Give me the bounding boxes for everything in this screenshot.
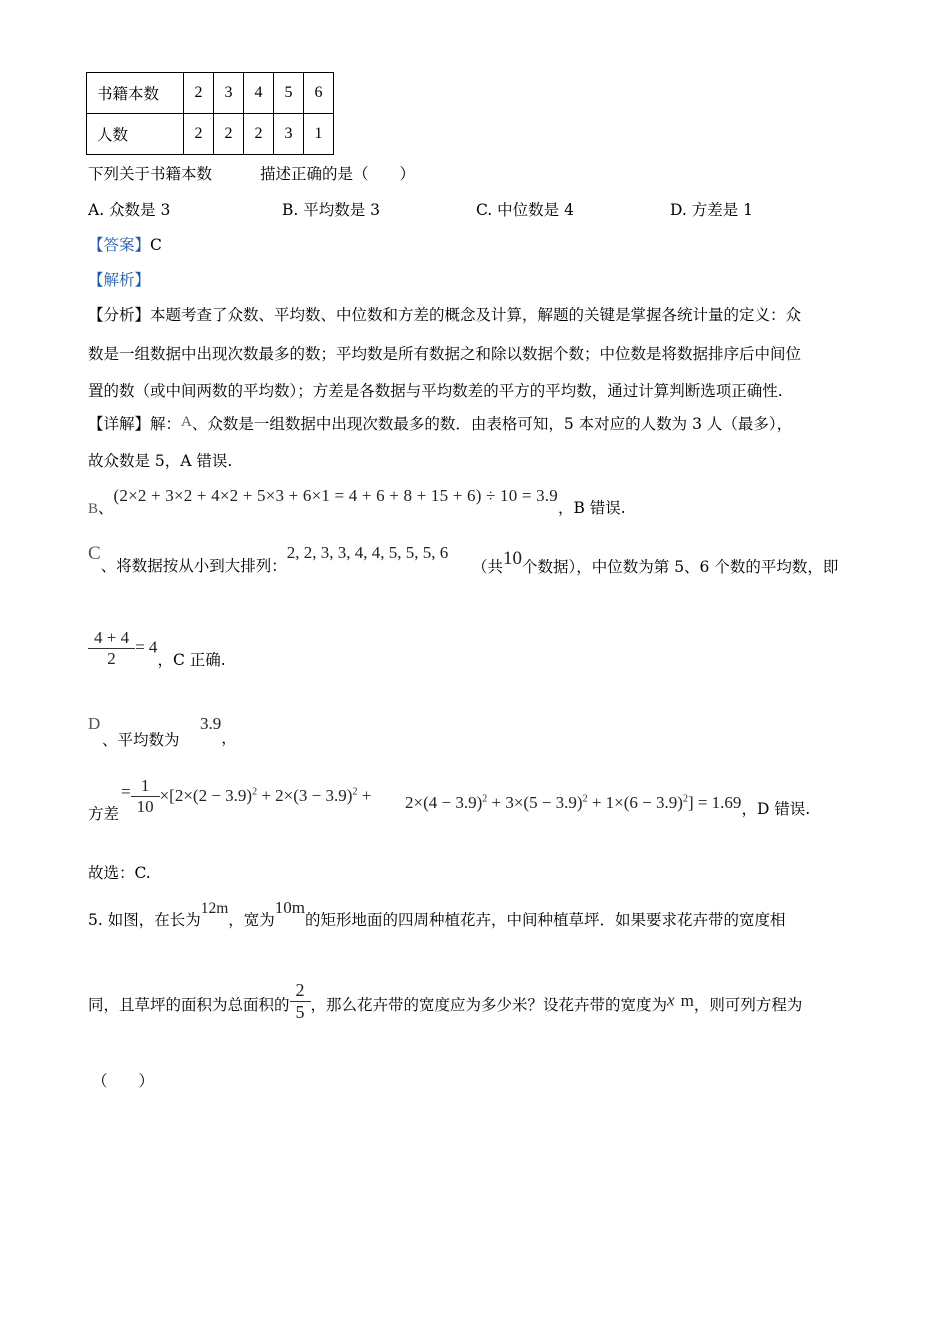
math-symbol-a: A xyxy=(181,414,192,430)
table-row xyxy=(87,114,334,155)
variance-term xyxy=(160,786,372,805)
table-row xyxy=(87,73,334,114)
table-cell: 2 xyxy=(184,73,214,114)
detail-option-a xyxy=(88,412,792,434)
answer-label: 【答案】 xyxy=(88,236,151,254)
variable-x: x xyxy=(667,990,675,1010)
fraction-denominator: 10 xyxy=(131,796,160,817)
variance-label: 方差 xyxy=(88,805,120,823)
option-c: C. 中位数是 4 xyxy=(476,201,574,219)
table-cell: 6 xyxy=(304,73,334,114)
math-symbol-b: B xyxy=(88,501,99,517)
question-stem-a: 下列关于书籍本数 xyxy=(88,165,213,183)
detail-option-c-count xyxy=(472,547,839,576)
answer-line xyxy=(88,233,162,255)
variance-result: ] = 1.69 xyxy=(687,793,742,812)
table-cell: 4 xyxy=(244,73,274,114)
square-exponent: 2 xyxy=(682,793,688,805)
q5-text: 同，且草坪的面积为总面积的 xyxy=(88,995,290,1014)
square-exponent: 2 xyxy=(482,793,488,805)
fraction-numerator: 1 xyxy=(140,776,150,795)
table-header-books: 书籍本数 xyxy=(87,73,184,114)
separator: ， xyxy=(221,729,237,747)
option-d: D. 方差是 1 xyxy=(670,201,754,219)
table-cell: 1 xyxy=(304,114,334,155)
detail-text: 、众数是一组数据中出现次数最多的数．由表格可知，5 本对应的人数为 3 人（最多）， xyxy=(191,415,793,433)
mean-value xyxy=(200,712,237,747)
q5-text: ，则可列方程为 xyxy=(693,995,803,1014)
detail-option-a-conclusion: 故众数是 5，A 错误. xyxy=(88,452,233,470)
detail-c-end: ，C 正确. xyxy=(157,650,226,669)
plus-sign: + xyxy=(357,785,372,805)
variance-term xyxy=(405,793,741,812)
table-cell: 2 xyxy=(244,114,274,155)
q5-line-1 xyxy=(88,896,786,929)
fraction-denominator: 2 xyxy=(88,648,135,669)
question-stem-b: 描述正确的是（ ） xyxy=(260,165,416,183)
width-value: 10m xyxy=(274,898,306,917)
table-cell: 3 xyxy=(274,114,304,155)
square-exponent: 2 xyxy=(352,785,358,797)
variance-term-3: 2×(4 − 3.9) xyxy=(405,793,483,812)
table-cell: 2 xyxy=(214,114,244,155)
q5-text: 的矩形地面的四周种植花卉，中间种植草坪．如果要求花卉带的宽度相 xyxy=(305,911,786,929)
fraction-numerator: 2 xyxy=(295,980,305,1000)
square-exponent: 2 xyxy=(582,793,588,805)
detail-option-c xyxy=(88,542,449,575)
median-fraction xyxy=(88,628,226,669)
detail-label: 【详解】解： xyxy=(88,415,182,433)
table-cell: 5 xyxy=(274,73,304,114)
fraction-denominator: 5 xyxy=(290,1001,311,1023)
variance-term-4: + 3×(5 − 3.9) xyxy=(487,793,583,812)
fraction xyxy=(88,628,135,669)
fraction-equals: = 4 xyxy=(135,637,158,657)
data-count: 10 xyxy=(503,548,523,569)
length-value: 12m xyxy=(200,900,229,917)
table-header-people: 人数 xyxy=(87,114,184,155)
question-stem xyxy=(88,162,415,184)
separator: 、 xyxy=(98,499,114,517)
table-cell: 3 xyxy=(214,73,244,114)
sorted-data-list: 2, 2, 3, 3, 4, 4, 5, 5, 5, 6 xyxy=(286,543,449,562)
q5-text: ，那么花卉带的宽度应为多少米？设花卉带的宽度为 xyxy=(310,995,668,1014)
detail-d-end: ，D 错误. xyxy=(741,800,811,818)
detail-option-d-text xyxy=(102,728,180,750)
detail-text: 、平均数为 xyxy=(102,731,180,749)
analysis-paragraph-line: 【分析】本题考查了众数、平均数、中位数和方差的概念及计算，解题的关键是掌握各统计量的定义：众 xyxy=(88,306,802,324)
detail-option-d xyxy=(88,714,100,734)
analysis-paragraph-line: 置的数（或中间两数的平均数）；方差是各数据与平均数差的平方的平均数，通过计算判断选项正确性. xyxy=(88,382,783,400)
table-cell: 2 xyxy=(184,114,214,155)
equals-sign: = xyxy=(121,781,131,801)
variance-formula-cont xyxy=(405,791,811,818)
mean-number: 3.9 xyxy=(200,714,222,733)
unit-meter: m xyxy=(680,990,694,1010)
analysis-label: 【解析】 xyxy=(88,271,151,289)
detail-text: 、将数据按从小到大排列： xyxy=(100,557,287,575)
answer-value: C xyxy=(150,236,162,254)
frequency-table xyxy=(86,72,334,155)
option-b: B. 平均数是 3 xyxy=(282,201,381,219)
variance-term-1: ×[2×(2 − 3.9) xyxy=(159,785,253,805)
option-a: A. 众数是 3 xyxy=(88,201,171,219)
variance-formula xyxy=(121,776,371,817)
q5-text: 5. 如图，在长为 xyxy=(88,911,201,929)
variance-term-2: + 2×(3 − 3.9) xyxy=(257,785,353,805)
fraction-numerator: 4 + 4 xyxy=(94,628,130,647)
math-symbol-c: C xyxy=(88,543,101,564)
q5-line-2 xyxy=(88,980,802,1023)
square-exponent: 2 xyxy=(252,785,258,797)
detail-option-b xyxy=(88,484,626,517)
detail-text: 个数据），中位数为第 5、6 个数的平均数，即 xyxy=(522,558,839,576)
final-choice: 故选：C. xyxy=(88,864,151,882)
q5-answer-blank: （ ） xyxy=(92,1072,155,1090)
analysis-paragraph-line: 数是一组数据中出现次数最多的数；平均数是所有数据之和除以数据个数；中位数是将数据排序后中间位 xyxy=(88,345,802,363)
fraction-one-tenth xyxy=(131,776,160,817)
area-fraction xyxy=(290,980,311,1023)
q5-text: ，宽为 xyxy=(228,911,275,929)
variance-term-5: + 1×(6 − 3.9) xyxy=(587,793,683,812)
detail-b-end: ，B 错误. xyxy=(557,499,626,517)
detail-text: （共 xyxy=(472,558,504,576)
math-symbol-d: D xyxy=(88,714,101,733)
math-expression-mean: (2×2 + 3×2 + 4×2 + 5×3 + 6×1 = 4 + 6 + 8 + 15 + 6) ÷ 10 = 3.9 xyxy=(113,486,558,505)
